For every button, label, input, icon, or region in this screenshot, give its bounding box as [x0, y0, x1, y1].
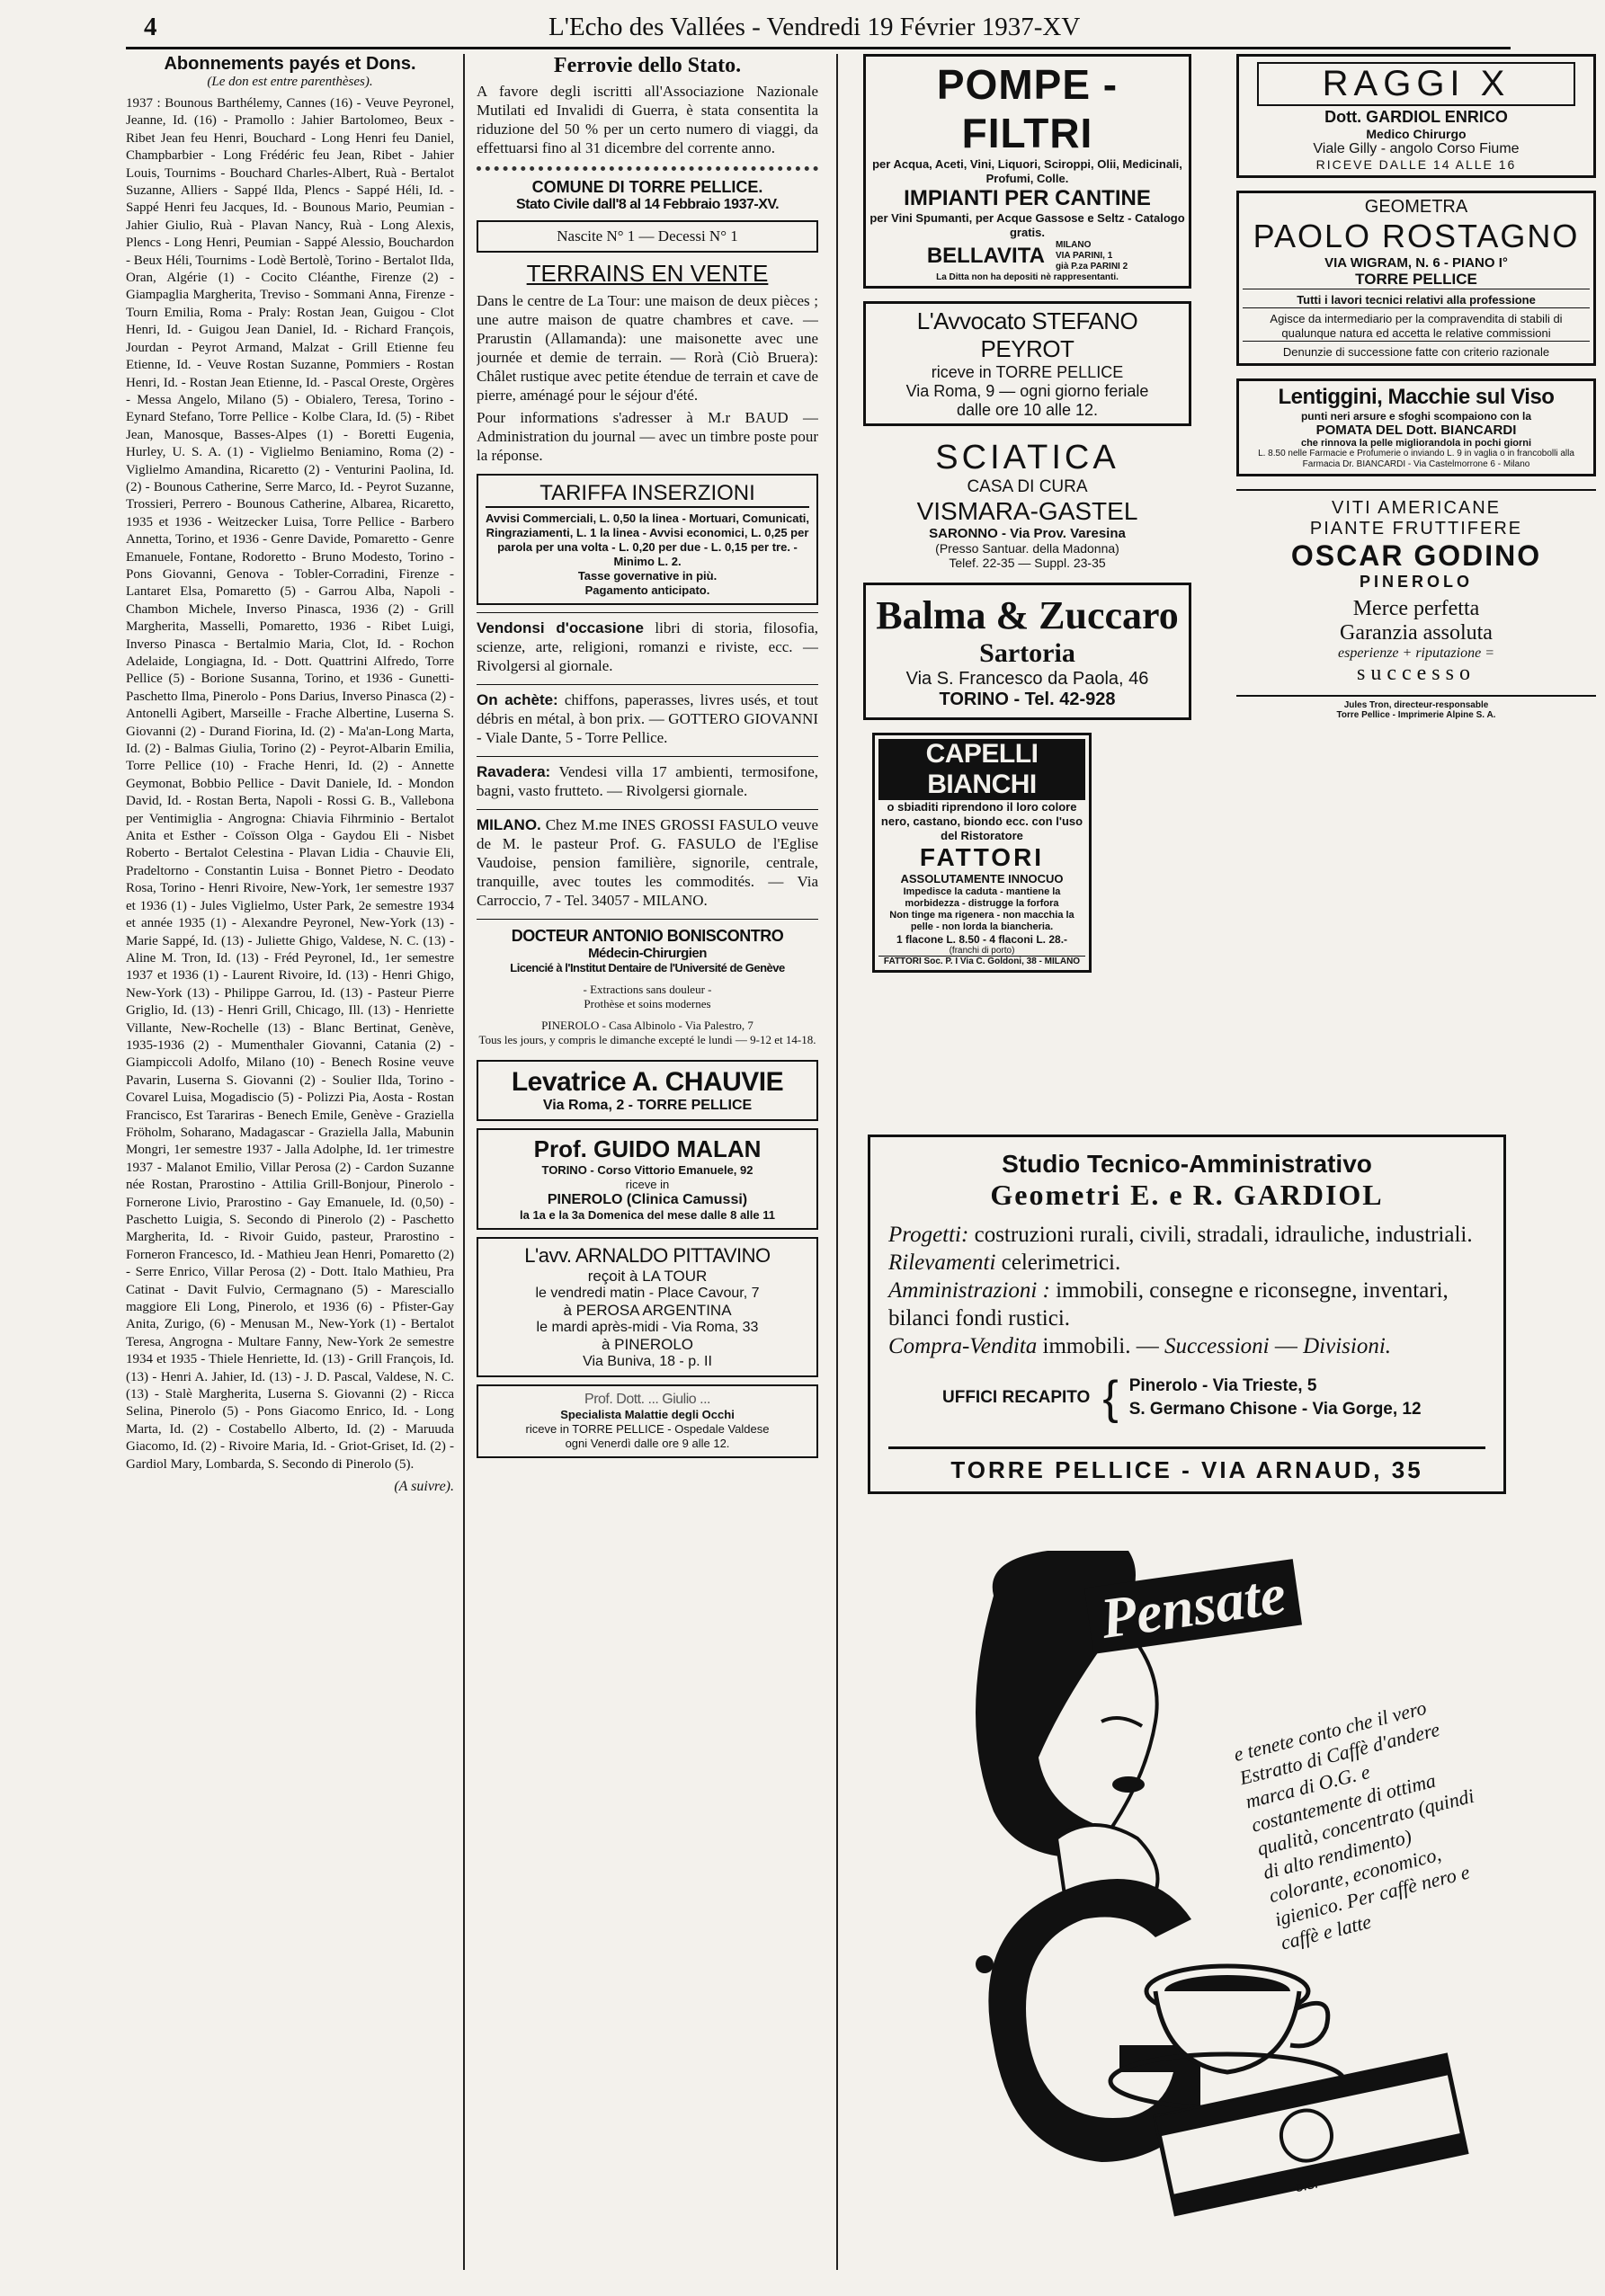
masthead: L'Echo des Vallées - Vendredi 19 Février 1937-XV: [548, 13, 1081, 41]
ferrovie-title: Ferrovie dello Stato.: [553, 54, 742, 77]
brace-icon: {: [1102, 1372, 1119, 1424]
lentiggini-ad: Lentiggini, Macchie sul Viso punti neri arsure e sfoghi scompaiono con la POMATA DEL Dott. BIANCARDI che rinnova la pelle migliorandola in pochi giorni L. 8.50 nelle Farmacie e Profumerie o inviando L. 9 in vaglia o in francobolli alla Farmacia Dr. BIANCARDI - Via Castelmorrone 6 - Milano: [1236, 378, 1596, 476]
abonnements-body: 1937 : Bounous Barthélemy, Cannes (16) - Veuve Peyronel, Jeanne, Id. (16) - Pramollo : Jahier Bartolomeo, Beux - Ribet Jean feu Henri, Bouchard - Long Henri feu Daniel, Champbarbier - Long Frédéric feu Jean, Ribet - Jahier Louis, Tournims - Bouchard Charles-Albert, Ruà - Bertalot Suzanne, Alliers - Sappé Ilda, Plencs - Sappé Héli, Id. - Sappé Henri feu Jacques, Id. - Bounous Mario, Peumian - Jahier Giulio, Ruà - Plavan Nancy, Ruà - Long Alexis, Plencs - Long Henri, Peumian - Sappé Alessio, Bouchardon - Beux Héli, Tournims - Lodè Bertolè, Torino - Bertalot Ilda, Oran, Algérie (1) - Cocito Cléanthe, Firenze (2) - Giampaglia Margherita, Treviso - Sommani Anna, Firenze - Tourn Emilia, Roma - Praly: Rostan Jean, Guigou - Clot Henri, Id. - Guigou Jean Daniel, Id. - Richard François, Jourdan - Peyrot Armand, Malzat - Grill Etienne feu Etienne, Id. - Veuve Rostan Suzanne, Pommiers - Rostan Henri, Id. - Rostan Jean Etienne, Id. - Pascal Oreste, Orgères - Messa Angelo, Milano (5) - Obialero, Teresa, Torino - Eynard Stefano, Torre Pellice - Kolbe Clara, Id. (5) - Ribet Jean, Manosque, Basses-Alpes (1) - Boretti Eugenia, Hurley, U. S. A. (1) - Viglielmo Beniamino, Roma (2) - Viglielmo Amandina, Ricaretto (2) - Venturini Paolina, Id. (2) - Bounous Catherine, Serre Marco, Id. - Peyrot Suzanne, Trossieri, Perrero - Bounous Catherine, Albarea, Ricaretto, 1935 et 1936 - Weitzecker Luisa, Torre Pellice - Barbero Annetta, Torino, et 1936 - Genre Davide, Pomaretto - Genre Emanuele, Fontane, Rodoretto - Bruno Modesto, Torino - Pons Giovanni, Genova - Tobler-Corradini, Firenze - Lantaret Elsa, Pomaretto (5) - Garrou Alba, Napoli - Chambon Michele, Inverso Pinasca, 1936 (2) - Grill Margherita, Masselli, Pomaretto, 1936 - Ribet Luigi, Inverso Pinasca - Bertalmio Maria, Clot, Id. - Rochon Adelaide, Longiagna, Id. - Dott. Quattrini Alfredo, Torre Pellice (5) - Borione Susanna, Torino, et 1936 - Gunetti-Paschetto Ilma, Pinerolo - Pons Darius, Inverso Pinasca (2) - Antonelli Agibert, Marseille - Frache Albertine, Luserna S. Giovanni (2) - Durand Fiorina, Id. (2) - Ma'an-Long Marta, Id. (2) - Balmas Giulia, Torino (2) - Peyrot-Albarin Emilia, Torre Pellice (10) - Frache Henri, Id. (2) - Annette Geymonat, Bobbio Pellice - Davit Daniele, Id. - Mondon David, Id. - Rostan Berta, Napoli - Rossi G. B., Vallebona per Ventimiglia - Angrogna: Chiavia Fihrminio - Bertalot Anita et Esther - Coïsson Olga - Gaydou Eli - Nisbet Roberto - Bertalot Celestina - Plavan Lidia - Chauvie Eli, Pradeltorno - Constantin Luisa - Bonnet Pietro - Deodato Rosa, Torino - Henri Rivoire, New-York, 1er semestre 1937 et 1936 (1) - Jules Viglielmo, Uster Park, 2e semestre 1934 et année 1935 (1) - Alexandre Peyronel, New-York (13) - Marie Sappé, Id. (13) - Juliette Ghigo, Valdese, N. C. (13) - Aline M. Tron, Id. (13) - Fréd Peyronel, Id., 1er semestre 1937 et 1936 (1) - Laurent Rivoire, Id. (13) - Henri Ghigo, New-York (13) - Philippe Garrou, Id. (13) - Pasteur Pierre Griglio, Id. (13) - Henri Grill, Chicago, Ill. (13) - Henriette Villante, New-Rochelle (13) - Blanc Bertinat, Genève, 1935-1936 (2) - Mumenthaler Giovanni, Catania (2) - Giampiccoli Adolfo, Milano (10) - Benech Rosine veuve Pavarin, Luserna S. Giovanni (2) - Soulier Ilda, Torino - Covarel Luisa, Mogadiscio (5) - Polizzi Pia, Aosta - Rostan Francisco, Est Tarariras - Benech Emile, Genève - Graziella Fröholm, Soharano, Madagascar - Graziella Jalla, Mabunin Mongri, 1er semestre 1937 - Jalla Adolphe, Id. 1er trimestre 1937 - Malanot Emilio, Villar Perosa (2) - Cardon Suzanne née Rostan, Prarostino - Attilia Grill-Bonjour, Pinerolo - Fornerone Livio, Prarostino - Gay Emanuele, Id. (0,50) - Paschetto Luigia, S. Secondo di Pinerolo (2) - Paschetto Margherita, Id. - Rivoir Guido, pasteur, Prarostino - Forneron Francesco, Id. - Mathieu Jean Henri, Pomaretto (2) - Serre Enrico, Villar Perosa (2) - Dott. Italo Mathieu, Pra Catinat - Davit Fulvio, Cermagnano (5) - Maresciallo maggiore Eli Long, Pinerolo, et 1936 (6) - Pfister-Gay Anita, Zurigo, (6) - Menusan M., New-York (1) - Bertalot Teresa, Angrogna - Multare Fanny, New-York 2e semestre 1934 et 1935 - Thiele Henriette, Id. (13) - Grill François, Id. (13) - Henri A. Jahier, Id. (13) - J. D. Pascal, Valdese, N. C. (13) - Stalè Margherita, Luserna S. Giovanni (2) - Ricca Selina, Pinerolo (5) - Pons Giacomo Enrico, Id. - Long Marta, Id. (2) - Costabello Alberto, Id. (2) - Maruuda Giacomo, Id. (2) - Rivoire Maria, Id. - Griot-Griset, Id. (2) - Gardiol Mary, Lombarda, S. Secondo di Pinerolo (5).: [126, 96, 454, 1472]
levatrice-ad: Levatrice A. CHAUVIE Via Roma, 2 - TORRE PELLICE: [477, 1060, 818, 1121]
notices-column: [477, 54, 818, 2274]
doctor-ad: DOCTEUR ANTONIO BONISCONTRO Médecin-Chirurgien Licencié à l'Institut Dentaire de l'Université de Genève - Extractions sans douleur - Prothèse et soins modernes PINEROLO - Casa Albinolo - Via Palestro, 7 Tous les jours, y compris le dimanche excepté le lundi — 9-12 et 14-18.: [477, 919, 818, 1047]
studio-compravendita: Compra-Vendita immobili. — Successioni — Divisioni.: [888, 1334, 1392, 1358]
studio-title: Studio Tecnico-Amministrativo: [1002, 1150, 1372, 1178]
page-number: 4: [144, 13, 157, 41]
ravadera-notice: Ravadera: Vendesi villa 17 ambienti, termosifone, bagni, vasto frutteto. — Rivolgersi giornale.: [477, 756, 818, 800]
colophon: Jules Tron, directeur-responsable Torre Pellice - Imprimerie Alpine S. A.: [1236, 695, 1596, 720]
geometra-rostagno-ad: GEOMETRA PAOLO ROSTAGNO VIA WIGRAM, N. 6 - PIANO I° TORRE PELLICE Tutti i lavori tecnici relativi alla professione Agisce da intermediario per la compravendita di stabili di qualunque natura ed accetta le relative commissioni Denunzie di successione fatte con criterio razionale: [1236, 191, 1596, 366]
ferrovie-body: A favore degli iscritti all'Associazione Nazionale Mutilati ed Invalidi di Guerra, è stata consentita la riduzione del 50 % per un certo numero di viaggi, da effettuarsi fino al 31 dicembre del corrente anno.: [477, 83, 818, 156]
sciatica-ad: SCIATICA CASA DI CURA VISMARA-GASTEL SARONNO - Via Prov. Varesina (Presso Santuar. della Madonna) Telef. 22-35 — Suppl. 23-35: [916, 439, 1138, 570]
tariffa-title: TARIFFA INSERZIONI: [486, 481, 809, 508]
vendonsi-notice: Vendonsi d'occasione libri di storia, filosofia, scienze, arte, religioni, romanzi e riviste, ecc. — Rivolgersi al giornale.: [477, 612, 818, 675]
peyrot-ad: L'Avvocato STEFANO PEYROT riceve in TORRE PELLICE Via Roma, 9 — ogni giorno feriale dalle ore 10 alle 12.: [863, 301, 1191, 426]
balma-zuccaro-ad: Balma & Zuccaro Sartoria Via S. Francesco da Paola, 46 TORINO - Tel. 42-928: [863, 583, 1191, 720]
studio-tecnico-ad: [868, 1135, 1506, 1494]
og-coffee-ad: [931, 1542, 1506, 2261]
tariffa-box: [477, 474, 818, 605]
og-logo: O.G.: [1293, 2177, 1319, 2195]
a-suivre: (A suivre).: [394, 1479, 454, 1495]
studio-footer: TORRE PELLICE - VIA ARNAUD, 35: [888, 1446, 1485, 1484]
studio-subtitle: Geometri E. e R. GARDIOL: [990, 1179, 1384, 1211]
column-rule: [836, 54, 838, 2270]
nascite-box: Nascite N° 1 — Decessi N° 1: [477, 220, 818, 253]
studio-amministrazioni: Amministrazioni : immobili, consegne e riconsegne, inventari, bilanci fondi rustici.: [888, 1278, 1449, 1330]
abonnements-column: [126, 54, 454, 2274]
abonnements-title: Abonnements payés et Dons.: [164, 54, 416, 74]
raggi-x-ad: RAGGI X Dott. GARDIOL ENRICO Medico Chirurgo Viale Gilly - angolo Corso Fiume RICEVE DALLE 14 ALLE 16: [1236, 54, 1596, 178]
studio-rilevamenti: Rilevamenti celerimetrici.: [888, 1250, 1121, 1275]
ads-column-left: [863, 54, 1191, 1115]
terrains-body: Dans le centre de La Tour: une maison de deux pièces ; une autre maison de quatre chambres et cave. — Prarustin (Allamanda): une maisonette avec une journée et demie de terrain. — Rorà (Ciò Bruera): Châlet rustique avec petite étendue de terrain et cave de pierre, aménagé pour le séjour d'été.: [477, 292, 818, 404]
og-headline: Pensate: [1084, 1559, 1302, 1654]
malan-ad: Prof. GUIDO MALAN TORINO - Corso Vittorio Emanuele, 92 riceve in PINEROLO (Clinica Camussi) la 1a e la 3a Domenica del mese dalle 8 alle 11: [477, 1128, 818, 1230]
terrains-title: TERRAINS EN VENTE: [526, 260, 769, 287]
tariffa-note-payment: Pagamento anticipato.: [584, 583, 710, 597]
studio-offices: UFFICI RECAPITO { Pinerolo - Via Trieste, 5 S. Germano Chisone - Via Gorge, 12: [942, 1372, 1422, 1424]
column-rule: [463, 54, 465, 2270]
page-header: [126, 11, 1511, 49]
oculist-ad: Prof. Dott. ... Giulio ... Specialista Malattie degli Occhi riceve in TORRE PELLICE - Ospedale Valdese ogni Venerdì dalle ore 9 alle 12.: [477, 1384, 818, 1458]
comune-title: COMUNE DI TORRE PELLICE.: [531, 178, 763, 196]
tariffa-body: Avvisi Commerciali, L. 0,50 la linea - Mortuari, Comunicati, Ringraziamenti, L. 1 la linea - Avvisi economici, L. 0,25 per parola per una volta - L. 0,20 per due - L. 0,15 per tre. - Minimo L. 2.: [486, 512, 810, 568]
capelli-bianchi-ad: CAPELLI BIANCHI o sbiaditi riprendono il loro colore nero, castano, biondo ecc. con l'uso del Ristoratore FATTORI ASSOLUTAMENTE INNOCUO Impedisce la caduta - mantiene la morbidezza - distrugge la forfora Non tinge ma rigenera - non macchia la pelle - non lorda la biancheria. 1 flacone L. 8.50 - 4 flaconi L. 28.- (franchi di porto) FATTORI Soc. P. I Via C. Goldoni, 38 - MILANO: [872, 733, 1092, 973]
abonnements-subtitle: (Le don est entre parenthèses).: [207, 75, 373, 89]
milano-notice: MILANO. Chez M.me INES GROSSI FASULO veuve de M. le pasteur Prof. G. FASULO de l'Eglise Vaudoise, pension familière, signorile, centrale, tranquille, avec toutes les commodités. — Via Carroccio, 7 - Tel. 34057 - MILANO.: [477, 809, 818, 910]
achete-notice: On achète: chiffons, paperasses, livres usés, et tout débris en métal, à bon prix. — GOTTERO GIOVANNI - Viale Dante, 5 - Torre Pellice.: [477, 684, 818, 747]
pompe-filtri-ad: POMPE - FILTRI per Acqua, Aceti, Vini, Liquori, Sciroppi, Olii, Medicinali, Profumi, Colle. IMPIANTI PER CANTINE per Vini Spumanti, per Acque Gassose e Seltz - Catalogo gratis. BELLAVITA MILANO VIA PARINI, 1 già P.za PARINI 2 La Ditta non ha depositi nè rappresentanti.: [863, 54, 1191, 289]
pittavino-ad: L'avv. ARNALDO PITTAVINO reçoit à LA TOUR le vendredi matin - Place Cavour, 7 à PEROSA ARGENTINA le mardi après-midi - Via Roma, 33 à PINEROLO Via Buniva, 18 - p. II: [477, 1237, 818, 1377]
studio-progetti: Progetti: costruzioni rurali, civili, stradali, idrauliche, industriali.: [888, 1223, 1473, 1247]
dotted-divider: [477, 166, 818, 171]
terrains-contact: Pour informations s'adresser à M.r BAUD — Administration du journal — avec un timbre poste pour la réponse.: [477, 409, 818, 464]
ads-column-right: [1236, 54, 1596, 1115]
tariffa-note-tax: Tasse governative in più.: [577, 569, 718, 583]
og-script: e tenete conto che il vero Estratto di Caffè d'andere marca di O.G. e costantemente di ottima qualità, concentrato (quindi di alto rendimento) colorante, economico, igienico. Per caffè nero e caffè e latte: [1231, 1695, 1476, 1954]
comune-subtitle: Stato Civile dall'8 al 14 Febbraio 1937-XV.: [515, 197, 780, 212]
viti-americane-ad: VITI AMERICANE PIANTE FRUTTIFERE OSCAR GODINO PINEROLO Merce perfetta Garanzia assoluta esperienze + riputazione = successo: [1236, 489, 1596, 686]
